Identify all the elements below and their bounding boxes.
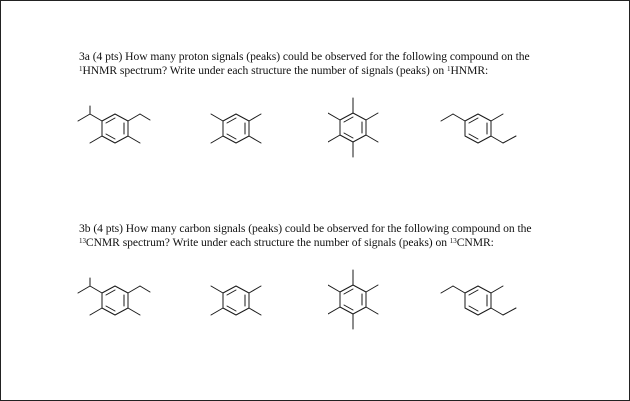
structure-3a-2 <box>206 104 268 154</box>
question-3a-text <box>79 50 559 79</box>
question-3a-sup2: 1 <box>446 65 451 74</box>
question-3a-sup1: 1 <box>79 65 83 74</box>
structure-3b-2 <box>206 276 268 326</box>
structure-3a-4 <box>434 104 526 154</box>
structure-3b-3 <box>328 266 380 336</box>
question-3b-middle: CNMR spectrum? Write under each structure the number of signals (peaks) on <box>85 236 450 250</box>
question-3b-text <box>79 222 559 251</box>
structure-3b-1 <box>76 276 152 326</box>
question-3b-prefix: 3b (4 pts) How many carbon signals (peaks) could be observed for the following compound on the <box>79 222 532 235</box>
structure-3a-1 <box>76 104 152 154</box>
question-3a-middle: HNMR spectrum? Write under each structure the number of signals (peaks) on <box>82 64 447 78</box>
question-3a-suffix: HNMR: <box>450 64 489 78</box>
structure-3b-4 <box>434 276 526 326</box>
structure-3a-3 <box>328 94 380 164</box>
structures-row-3b <box>0 266 630 336</box>
structures-row-3a <box>0 94 630 164</box>
question-3b-sup2: 13 <box>449 237 457 246</box>
question-3a-prefix: 3a (4 pts) How many proton signals (peaks) could be observed for the following compound on the <box>79 50 530 63</box>
question-3b-suffix: CNMR: <box>456 236 494 250</box>
question-3b-sup1: 13 <box>79 237 86 246</box>
